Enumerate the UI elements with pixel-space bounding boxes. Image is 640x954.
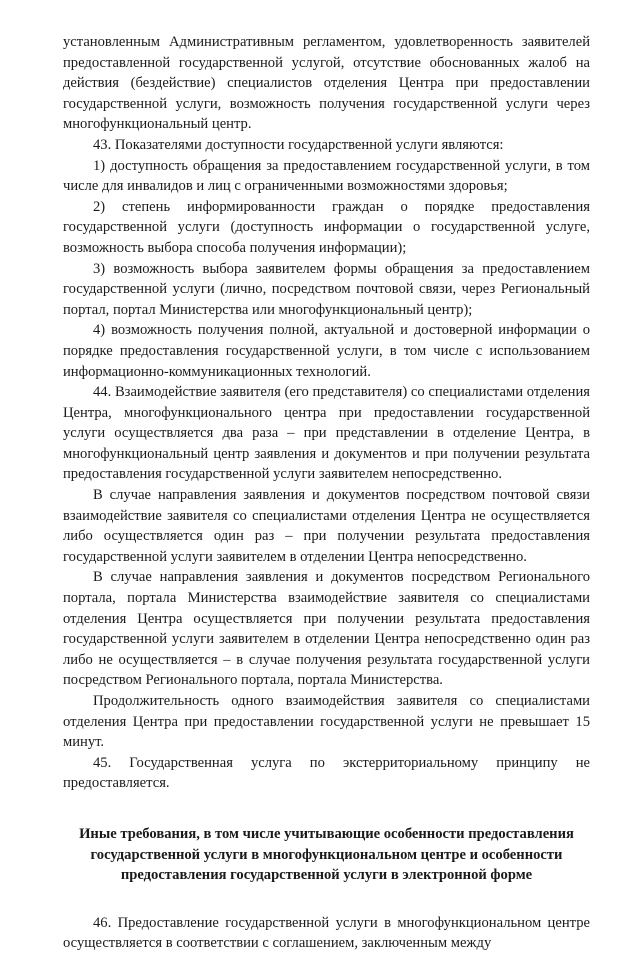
paragraph-duration: Продолжительность одного взаимодействия заявителя со специалистами отделения Центра при предоставлении государственной услуги не превышает 15 минут. xyxy=(63,693,590,751)
list-item-3: 3) возможность выбора заявителем формы обращения за предоставлением государственной услуги (лично, посредством почтовой связи, через Региональный портал, портал Министерства или многофункциональный центр); xyxy=(63,260,590,318)
list-item-2: 2) степень информированности граждан о порядке предоставления государственной услуги (доступность информации о государственной услуге, возможность выбора способа получения информации); xyxy=(63,198,590,256)
paragraph-45: 45. Государственная услуга по экстерриториальному принципу не предоставляется. xyxy=(63,754,590,792)
paragraph-46: 46. Предоставление государственной услуги в многофункциональном центре осуществляется в соответствии с соглашением, заключенным между xyxy=(63,914,590,952)
paragraph-continuation: установленным Административным регламентом, удовлетворенность заявителей предоставленной государственной услугой, отсутствие обоснованных жалоб на действия (бездействие) специалистов отделения Центра при предоставлении государственной услуги, возможность получения государственной услуги через многофункциональный центр. xyxy=(63,34,590,133)
paragraph-portal: В случае направления заявления и документов посредством Регионального портала, портала Министерства взаимодействие заявителя со специалистами отделения Центра осуществляется при получении результата предоставления государственной услуги заявителем в отделении Центра непосредственно один раз либо не осуществляется – в случае получения результата государственной услуги посредством Регионального портала, портала Министерства. xyxy=(63,569,590,689)
section-heading: Иные требования, в том числе учитывающие особенности предоставления государственной услуги в многофункциональном центре и особенности предоставления государственной услуги в электронной форме xyxy=(79,825,574,884)
paragraph-43: 43. Показателями доступности государственной услуги являются: xyxy=(93,136,504,153)
list-item-1: 1) доступность обращения за предоставлением государственной услуги, в том числе для инвалидов и лиц с ограниченными возможностями здоровья; xyxy=(63,157,590,195)
paragraph-postal: В случае направления заявления и документов посредством почтовой связи взаимодействие заявителя со специалистами отделения Центра не осуществляется либо осуществляется один раз – при получении результата предоставления государственной услуги заявителем в отделении Центра непосредственно. xyxy=(63,487,590,565)
paragraph-44: 44. Взаимодействие заявителя (его представителя) со специалистами отделения Центра, многофункционального центра при предоставлении государственной услуги осуществляется два раза – при представлении в отделение Центра, в многофункциональный центр заявления и документов и при получении результата предоставления государственной услуги заявителем непосредственно. xyxy=(63,384,590,483)
list-item-4: 4) возможность получения полной, актуальной и достоверной информации о порядке предоставления государственной услуги, в том числе с использованием информационно-коммуникационных технологий. xyxy=(63,322,590,380)
